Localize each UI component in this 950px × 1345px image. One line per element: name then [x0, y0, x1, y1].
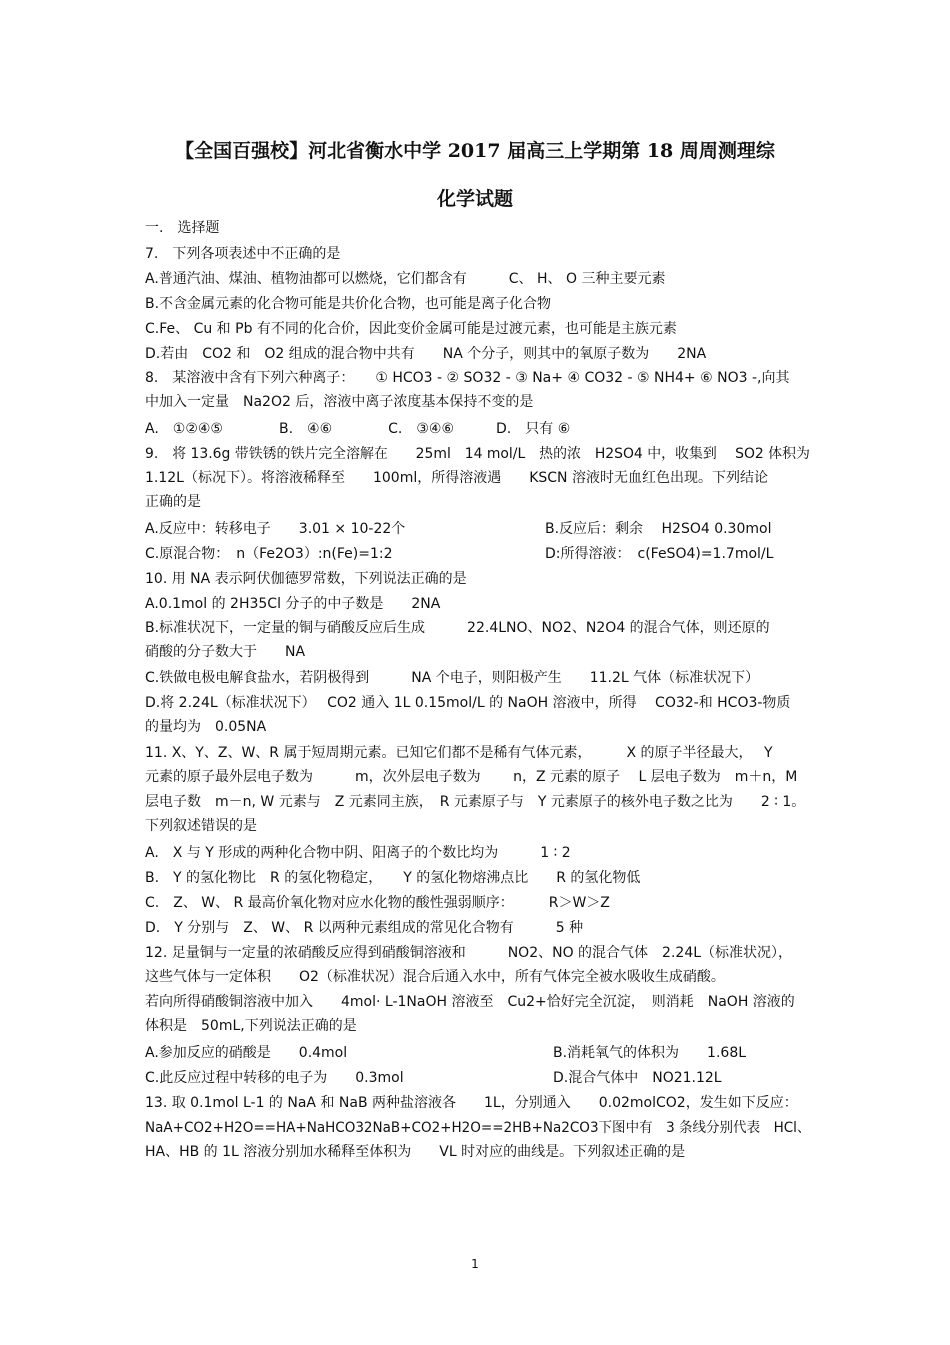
question-13-stem-line-3: HA、HB 的 1L 溶液分别加水稀释至体积为 VL 时对应的曲线是。下列叙述正确的是	[145, 1144, 686, 1160]
question-11-stem-line-2: 元素的原子最外层电子数为 m，次外层电子数为 n，Z 元素的原子 L 层电子数为 m＋n，M	[145, 769, 798, 785]
question-11-option-c: C. Z、 W、 R 最高价氧化物对应水化物的酸性强弱顺序： R＞W＞Z	[145, 895, 610, 911]
question-7-stem: 7. 下列各项表述中不正确的是	[145, 246, 341, 262]
question-10-option-d-line-2: 的量均为 0.05NA	[145, 719, 267, 735]
question-12-option-d: D.混合气体中 NO21.12L	[553, 1070, 722, 1086]
question-11-stem-line-3: 层电子数 m－n, W 元素与 Z 元素同主族， R 元素原子与 Y 元素原子的核外电子数之比为 2 ∶ 1。	[145, 794, 806, 810]
question-12-stem-line-4: 体积是 50mL,下列说法正确的是	[145, 1018, 357, 1034]
question-7-option-b: B.不含金属元素的化合物可能是共价化合物，也可能是离子化合物	[145, 296, 552, 312]
question-9-stem-line-1: 9. 将 13.6g 带铁锈的铁片完全溶解在 25ml 14 mol/L 热的浓 H2SO4 中，收集到 SO2 体积为	[145, 446, 810, 462]
question-9-option-a: A.反应中：转移电子 3.01 × 10-22个	[145, 521, 406, 537]
question-12-stem-line-1: 12. 足量铜与一定量的浓硝酸反应得到硝酸铜溶液和 NO2、NO 的混合气体 2.24L（标准状况），	[145, 945, 793, 961]
question-10-option-b-line-2: 硝酸的分子数大于 NA	[145, 644, 306, 660]
question-11-option-d: D. Y 分别与 Z、 W、 R 以两种元素组成的常见化合物有 5 种	[145, 920, 584, 936]
question-12-option-b: B.消耗氧气的体积为 1.68L	[553, 1045, 747, 1061]
question-11-stem-line-4: 下列叙述错误的是	[145, 818, 257, 834]
question-10-option-c: C.铁做电极电解食盐水，若阴极得到 NA 个电子，则阳极产生 11.2L 气体（标准状况下）	[145, 670, 760, 686]
question-12-stem-line-2: 这些气体与一定体积 O2（标准状况）混合后通入水中，所有气体完全被水吸收生成硝酸。	[145, 969, 725, 985]
question-9-option-d: D:所得溶液： c(FeSO4)=1.7mol/L	[545, 546, 774, 562]
title-line-2: 化学试题	[436, 188, 513, 210]
question-10-stem: 10. 用 NA 表示阿伏伽德罗常数，下列说法正确的是	[145, 571, 467, 587]
question-13-stem-line-1: 13. 取 0.1mol L-1 的 NaA 和 NaB 两种盐溶液各 1L，分别通入 0.02molCO2，发生如下反应：	[145, 1095, 798, 1111]
title-line-1: 【全国百强校】河北省衡水中学 2017 届高三上学期第 18 周周测理综	[175, 140, 775, 162]
question-7-option-a: A.普通汽油、煤油、植物油都可以燃烧，它们都含有 C、 H、 O 三种主要元素	[145, 271, 666, 287]
page-number: 1	[471, 1257, 479, 1271]
question-12-option-a: A.参加反应的硝酸是 0.4mol	[145, 1045, 348, 1061]
question-8-stem-line-1: 8. 某溶液中含有下列六种离子： ① HCO3 - ② SO32 - ③ Na+ ④ CO32 - ⑤ NH4+ ⑥ NO3 -,向其	[145, 370, 790, 386]
question-10-option-b-line-1: B.标准状况下，一定量的铜与硝酸反应后生成 22.4LNO、NO2、N2O4 的混合气体，则还原的	[145, 620, 770, 636]
question-12-option-c: C.此反应过程中转移的电子为 0.3mol	[145, 1070, 404, 1086]
question-7-option-c: C.Fe、 Cu 和 Pb 有不同的化合价，因此变价金属可能是过渡元素，也可能是主族元素	[145, 321, 677, 337]
question-9-stem-line-2: 1.12L（标况下）。将溶液稀释至 100ml，所得溶液遇 KSCN 溶液时无血红色出现。下列结论	[145, 470, 768, 486]
question-10-option-d-line-1: D.将 2.24L（标准状况下） CO2 通入 1L 0.15mol/L 的 NaOH 溶液中，所得 CO32-和 HCO3-物质	[145, 695, 791, 711]
question-12-stem-line-3: 若向所得硝酸铜溶液中加入 4mol· L-1NaOH 溶液至 Cu2+恰好完全沉淀， 则消耗 NaOH 溶液的	[145, 994, 795, 1010]
question-13-stem-line-2: NaA+CO2+H2O==HA+NaHCO32NaB+CO2+H2O==2HB+Na2CO3下图中有 3 条线分别代表 HCl、	[145, 1120, 811, 1136]
question-11-option-b: B. Y 的氢化物比 R 的氢化物稳定， Y 的氢化物熔沸点比 R 的氢化物低	[145, 870, 641, 886]
section-heading: 一. 选择题	[145, 220, 220, 236]
question-11-option-a: A. X 与 Y 形成的两种化合物中阴、阳离子的个数比均为 1 ∶ 2	[145, 845, 571, 861]
question-11-stem-line-1: 11. X、Y、Z、W、R 属于短周期元素。已知它们都不是稀有气体元素， X 的原子半径最大， Y	[145, 745, 773, 761]
question-9-option-b: B.反应后：剩余 H2SO4 0.30mol	[545, 521, 772, 537]
question-10-option-a: A.0.1mol 的 2H35Cl 分子的中子数是 2NA	[145, 596, 441, 612]
question-9-option-c: C.原混合物： n（Fe2O3）:n(Fe)=1:2	[145, 546, 393, 562]
question-8-stem-line-2: 中加入一定量 Na2O2 后，溶液中离子浓度基本保持不变的是	[145, 394, 534, 410]
question-7-option-d: D.若由 CO2 和 O2 组成的混合物中共有 NA 个分子，则其中的氧原子数为 2NA	[145, 346, 707, 362]
question-9-stem-line-3: 正确的是	[145, 494, 201, 510]
question-8-options: A. ①②④⑤ B. ④⑥ C. ③④⑥ D. 只有 ⑥	[145, 421, 571, 437]
